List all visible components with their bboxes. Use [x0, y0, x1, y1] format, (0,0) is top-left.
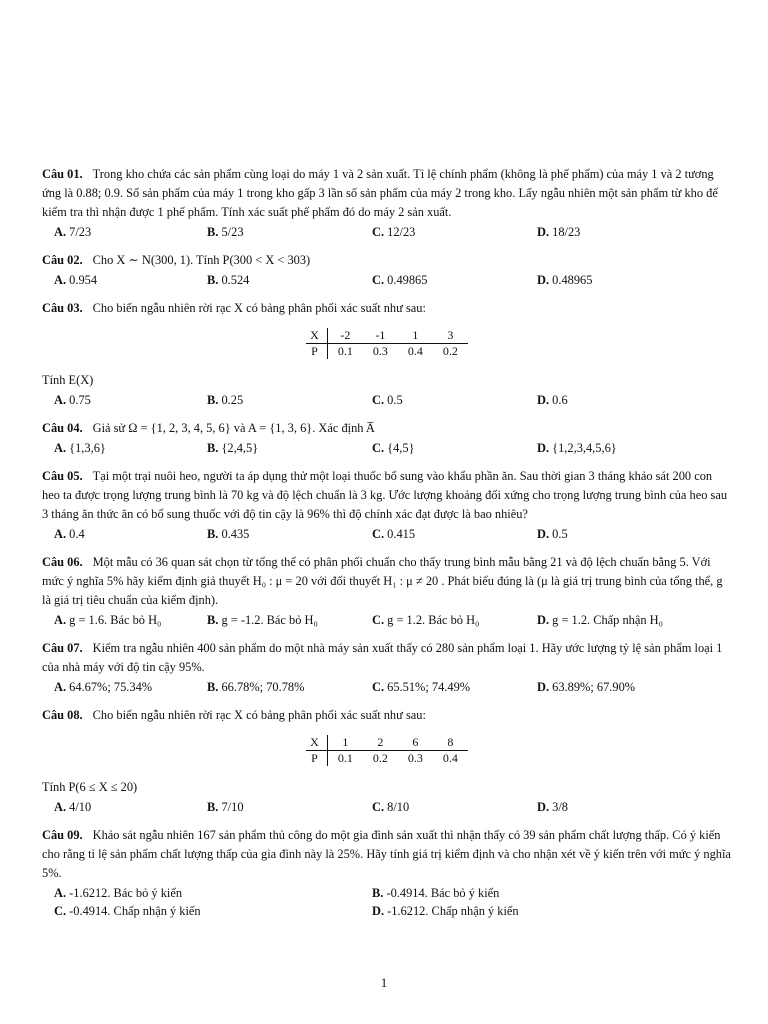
question-9 [42, 826, 732, 920]
distribution-table [306, 735, 468, 766]
question-number: Câu 01. [42, 167, 83, 181]
answer-b: B. -0.4914. Bác bỏ ý kiến [372, 886, 500, 900]
question-number: Câu 03. [42, 301, 83, 315]
answer-row [42, 611, 732, 629]
answer-c: C. 0.415 [372, 527, 416, 541]
exam-page [42, 165, 732, 930]
question-number: Câu 02. [42, 253, 83, 267]
answer-grid [42, 884, 732, 920]
table-cell: 0.4 [407, 344, 423, 358]
question-text: Cho X ∼ N(300, 1). Tính P(300 < X < 303) [92, 253, 311, 267]
table-cell: 0.2 [372, 751, 388, 765]
question-6 [42, 553, 732, 629]
answer-b: B. {2,4,5} [207, 441, 259, 455]
answer-c: C. 65.51%; 74.49% [372, 680, 471, 694]
question-number: Câu 04. [42, 421, 83, 435]
answer-a: A. g = 1.6. Bác bỏ H₀ [54, 613, 162, 627]
answer-d: D. -1.6212. Chấp nhận ý kiến [372, 904, 519, 918]
answer-b: B. 5/23 [207, 225, 244, 239]
question-8 [42, 706, 732, 816]
table-cell: 1 [327, 735, 363, 751]
question-ask: Tính E(X) [42, 373, 94, 387]
answer-a: A. 64.67%; 75.34% [54, 680, 153, 694]
question-text: Cho biến ngẫu nhiên rời rạc X có bảng phân phối xác suất như sau: [92, 301, 426, 315]
table-cell: 0.3 [407, 751, 423, 765]
table-p-header: P [306, 751, 327, 767]
answer-b: B. g = -1.2. Bác bỏ H₀ [207, 613, 318, 627]
distribution-table [306, 328, 468, 359]
answer-c: C. 8/10 [372, 800, 410, 814]
table-x-header: X [306, 328, 327, 344]
answer-row [42, 223, 732, 241]
question-text: Khảo sát ngẫu nhiên 167 sản phẩm thủ công do một gia đình sản xuất thì nhận thấy có 39 sản phẩm chất lượng thấp. Có ý kiến cho rằng tỉ lệ sản phẩm chất lượng thấp của gia đình này là 25%. Hãy tính giá trị kiểm định và cho nhận xét về ý kiến trên với mức ý nghĩa 5%. [42, 828, 731, 880]
table-cell: 2 [363, 735, 398, 751]
question-number: Câu 09. [42, 828, 83, 842]
question-4 [42, 419, 732, 457]
answer-row [42, 525, 732, 543]
answer-c: C. g = 1.2. Bác bỏ H₀ [372, 613, 480, 627]
table-cell: 0.1 [337, 751, 353, 765]
answer-a: A. -1.6212. Bác bỏ ý kiến [54, 886, 183, 900]
answer-a: A. {1,3,6} [54, 441, 106, 455]
answer-d: D. 0.6 [537, 393, 568, 407]
answer-row [42, 271, 732, 289]
question-5 [42, 467, 732, 543]
question-1 [42, 165, 732, 241]
answer-d: D. 3/8 [537, 800, 568, 814]
answer-a: A. 0.75 [54, 393, 91, 407]
page-number: 1 [380, 975, 388, 990]
question-number: Câu 08. [42, 708, 83, 722]
answer-c: C. 12/23 [372, 225, 416, 239]
table-cell: 0.1 [337, 344, 353, 358]
answer-d: D. 0.5 [537, 527, 568, 541]
question-text: Cho biến ngẫu nhiên rời rạc X có bảng phân phối xác suất như sau: [92, 708, 426, 722]
question-text: Một mẫu có 36 quan sát chọn từ tổng thể có phân phối chuẩn cho thấy trung bình mẫu bằng 21 và độ lệch chuẩn bằng 5. Với mức ý nghĩa 5% hãy kiểm định giả thuyết H₀ : μ = 20 với đối thuyết H₁ : μ ≠ 20 . Phát biểu đúng là (μ là giá trị trung bình của tổng thể, g là giá trị tiêu chuẩn của kiểm định). [42, 555, 723, 607]
table-cell: 0.4 [442, 751, 458, 765]
question-2 [42, 251, 732, 289]
table-x-header: X [306, 735, 327, 751]
answer-c: C. -0.4914. Chấp nhận ý kiến [54, 904, 201, 918]
table-cell: 0.2 [442, 344, 458, 358]
answer-row [42, 391, 732, 409]
question-text: Kiểm tra ngẫu nhiên 400 sản phẩm do một nhà máy sản xuất thấy có 280 sản phẩm loại 1. Hãy ước lượng tỷ lệ sản phẩm loại 1 của nhà máy với độ tin cậy 95%. [42, 641, 723, 674]
answer-d: D. 63.89%; 67.90% [537, 680, 636, 694]
question-number: Câu 06. [42, 555, 83, 569]
answer-b: B. 0.435 [207, 527, 250, 541]
table-cell: -2 [327, 328, 363, 344]
answer-row [42, 439, 732, 457]
answer-c: C. 0.5 [372, 393, 403, 407]
answer-c: C. 0.49865 [372, 273, 428, 287]
answer-d: D. 0.48965 [537, 273, 593, 287]
answer-a: A. 4/10 [54, 800, 92, 814]
question-text: Tại một trại nuôi heo, người ta áp dụng thử một loại thuốc bổ sung vào khẩu phần ăn. Sau thời gian 3 tháng khảo sát 200 con heo ta được trọng lượng trung bình là 70 kg và độ lệch chuẩn là 3 kg. Ước lượng khoảng đối xứng cho trọng lượng trung bình của heo sau 3 tháng ăn thức ăn có bổ sung thuốc với độ tin cậy là 96% thì độ chính xác đạt được là bao nhiêu? [42, 469, 728, 521]
answer-c: C. {4,5} [372, 441, 415, 455]
question-3 [42, 299, 732, 409]
table-cell: 3 [433, 328, 468, 344]
answer-row [42, 798, 732, 816]
answer-a: A. 0.954 [54, 273, 98, 287]
answer-b: B. 7/10 [207, 800, 244, 814]
question-ask: Tính P(6 ≤ X ≤ 20) [42, 780, 138, 794]
answer-d: D. g = 1.2. Chấp nhận H₀ [537, 613, 663, 627]
table-cell: 1 [398, 328, 433, 344]
table-cell: -1 [363, 328, 398, 344]
table-cell: 8 [433, 735, 468, 751]
table-cell: 6 [398, 735, 433, 751]
answer-d: D. {1,2,3,4,5,6} [537, 441, 617, 455]
answer-a: A. 7/23 [54, 225, 92, 239]
answer-b: B. 0.524 [207, 273, 250, 287]
answer-d: D. 18/23 [537, 225, 581, 239]
question-number: Câu 05. [42, 469, 83, 483]
question-7 [42, 639, 732, 696]
question-text: Giả sử Ω = {1, 2, 3, 4, 5, 6} và A = {1, 3, 6}. Xác định A̅ [92, 421, 375, 435]
table-cell: 0.3 [372, 344, 388, 358]
answer-b: B. 66.78%; 70.78% [207, 680, 305, 694]
table-p-header: P [306, 344, 327, 360]
answer-row [42, 678, 732, 696]
answer-a: A. 0.4 [54, 527, 85, 541]
answer-b: B. 0.25 [207, 393, 244, 407]
question-number: Câu 07. [42, 641, 83, 655]
question-text: Trong kho chứa các sản phẩm cùng loại do máy 1 và 2 sản xuất. Tỉ lệ chính phẩm (không là phế phẩm) của máy 1 và 2 tương ứng là 0.88; 0.9. Số sản phẩm của máy 1 trong kho gấp 3 lần số sản phẩm của máy 2 trong kho. Lấy ngẫu nhiên một sản phẩm từ kho để kiểm tra thì nhận được 1 phế phẩm. Tính xác suất phế phẩm đó do máy 2 sản xuất. [42, 167, 718, 219]
